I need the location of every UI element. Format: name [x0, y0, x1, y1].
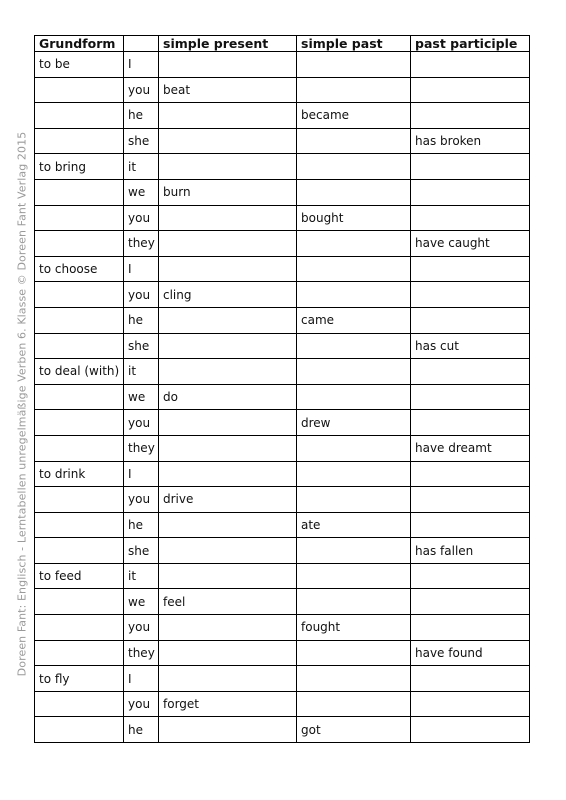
grundform-cell [35, 615, 124, 641]
table-row [35, 717, 530, 743]
simple-past-cell [297, 666, 411, 692]
pronoun-cell: we [124, 384, 159, 410]
grundform-cell [35, 179, 124, 205]
pronoun-cell: she [124, 538, 159, 564]
simple-present-cell [159, 563, 297, 589]
grundform-cell: to drink [35, 461, 124, 487]
simple-past-cell: got [297, 717, 411, 743]
simple-past-cell [297, 77, 411, 103]
table-row [35, 666, 530, 692]
simple-present-cell [159, 154, 297, 180]
past-participle-cell: has fallen [411, 538, 530, 564]
past-participle-cell [411, 410, 530, 436]
header-pronoun [124, 36, 159, 52]
past-participle-cell: have found [411, 640, 530, 666]
past-participle-cell [411, 154, 530, 180]
pronoun-cell: they [124, 640, 159, 666]
header-row [35, 36, 530, 52]
grundform-cell: to choose [35, 256, 124, 282]
past-participle-cell [411, 666, 530, 692]
simple-present-cell [159, 359, 297, 385]
simple-present-cell [159, 307, 297, 333]
simple-present-cell [159, 205, 297, 231]
simple-past-cell [297, 52, 411, 78]
table-row [35, 461, 530, 487]
pronoun-cell: he [124, 307, 159, 333]
simple-past-cell: ate [297, 512, 411, 538]
grundform-cell [35, 487, 124, 513]
simple-past-cell [297, 359, 411, 385]
simple-past-cell: bought [297, 205, 411, 231]
pronoun-cell: he [124, 717, 159, 743]
past-participle-cell [411, 487, 530, 513]
past-participle-cell [411, 256, 530, 282]
simple-present-cell [159, 717, 297, 743]
pronoun-cell: we [124, 179, 159, 205]
grundform-cell: to fly [35, 666, 124, 692]
past-participle-cell [411, 359, 530, 385]
grundform-cell [35, 128, 124, 154]
verb-table [34, 35, 530, 743]
simple-past-cell: became [297, 103, 411, 129]
past-participle-cell [411, 461, 530, 487]
simple-present-cell [159, 666, 297, 692]
past-participle-cell [411, 103, 530, 129]
table-row [35, 256, 530, 282]
simple-past-cell [297, 154, 411, 180]
simple-past-cell [297, 384, 411, 410]
grundform-cell: to deal (with) [35, 359, 124, 385]
pronoun-cell: you [124, 691, 159, 717]
simple-past-cell [297, 179, 411, 205]
pronoun-cell: they [124, 231, 159, 257]
simple-past-cell [297, 282, 411, 308]
past-participle-cell [411, 512, 530, 538]
table-row [35, 52, 530, 78]
table-row [35, 384, 530, 410]
table-row [35, 333, 530, 359]
pronoun-cell: it [124, 563, 159, 589]
simple-present-cell [159, 512, 297, 538]
simple-present-cell: do [159, 384, 297, 410]
simple-present-cell [159, 52, 297, 78]
table-row [35, 128, 530, 154]
simple-past-cell: drew [297, 410, 411, 436]
simple-present-cell [159, 538, 297, 564]
pronoun-cell: you [124, 410, 159, 436]
simple-present-cell [159, 640, 297, 666]
simple-past-cell [297, 256, 411, 282]
pronoun-cell: you [124, 205, 159, 231]
pronoun-cell: he [124, 512, 159, 538]
table-row [35, 307, 530, 333]
table-row [35, 487, 530, 513]
grundform-cell [35, 282, 124, 308]
past-participle-cell [411, 717, 530, 743]
simple-present-cell: burn [159, 179, 297, 205]
pronoun-cell: she [124, 128, 159, 154]
table-row [35, 563, 530, 589]
table-row [35, 77, 530, 103]
grundform-cell: to feed [35, 563, 124, 589]
simple-present-cell [159, 410, 297, 436]
grundform-cell [35, 410, 124, 436]
simple-present-cell [159, 128, 297, 154]
table-row [35, 512, 530, 538]
simple-past-cell [297, 538, 411, 564]
past-participle-cell [411, 282, 530, 308]
simple-past-cell: fought [297, 615, 411, 641]
simple-past-cell [297, 563, 411, 589]
pronoun-cell: I [124, 461, 159, 487]
grundform-cell [35, 589, 124, 615]
past-participle-cell [411, 615, 530, 641]
simple-present-cell [159, 461, 297, 487]
copyright-note: Doreen Fant: Englisch - Lerntabellen unregelmäßige Verben 6. Klasse © Doreen Fant Verlag 2015 [15, 131, 29, 677]
past-participle-cell: have caught [411, 231, 530, 257]
header-simple-present: simple present [159, 36, 297, 52]
header-grundform: Grundform [35, 36, 124, 52]
grundform-cell [35, 307, 124, 333]
table-row [35, 691, 530, 717]
table-row [35, 410, 530, 436]
past-participle-cell [411, 307, 530, 333]
grundform-cell [35, 717, 124, 743]
pronoun-cell: it [124, 154, 159, 180]
simple-past-cell [297, 231, 411, 257]
table-row [35, 179, 530, 205]
grundform-cell [35, 691, 124, 717]
pronoun-cell: I [124, 666, 159, 692]
grundform-cell [35, 640, 124, 666]
past-participle-cell [411, 589, 530, 615]
pronoun-cell: you [124, 282, 159, 308]
simple-past-cell [297, 640, 411, 666]
pronoun-cell: I [124, 52, 159, 78]
pronoun-cell: it [124, 359, 159, 385]
pronoun-cell: they [124, 435, 159, 461]
pronoun-cell: he [124, 103, 159, 129]
simple-present-cell [159, 256, 297, 282]
pronoun-cell: you [124, 615, 159, 641]
pronoun-cell: she [124, 333, 159, 359]
pronoun-cell: I [124, 256, 159, 282]
table-row [35, 282, 530, 308]
grundform-cell [35, 384, 124, 410]
table-row [35, 205, 530, 231]
grundform-cell [35, 231, 124, 257]
past-participle-cell [411, 52, 530, 78]
grundform-cell: to be [35, 52, 124, 78]
table-row [35, 589, 530, 615]
past-participle-cell [411, 384, 530, 410]
simple-present-cell [159, 231, 297, 257]
table-row [35, 359, 530, 385]
past-participle-cell: have dreamt [411, 435, 530, 461]
past-participle-cell: has cut [411, 333, 530, 359]
simple-past-cell [297, 461, 411, 487]
simple-past-cell [297, 589, 411, 615]
past-participle-cell [411, 179, 530, 205]
simple-past-cell: came [297, 307, 411, 333]
past-participle-cell [411, 691, 530, 717]
table-row [35, 538, 530, 564]
table-row [35, 615, 530, 641]
simple-present-cell: cling [159, 282, 297, 308]
simple-present-cell: forget [159, 691, 297, 717]
table-row [35, 640, 530, 666]
pronoun-cell: you [124, 77, 159, 103]
pronoun-cell: we [124, 589, 159, 615]
past-participle-cell: has broken [411, 128, 530, 154]
grundform-cell [35, 103, 124, 129]
past-participle-cell [411, 563, 530, 589]
grundform-cell [35, 512, 124, 538]
table-body [35, 52, 530, 743]
simple-past-cell [297, 333, 411, 359]
simple-past-cell [297, 435, 411, 461]
grundform-cell [35, 538, 124, 564]
table-row [35, 435, 530, 461]
past-participle-cell [411, 205, 530, 231]
grundform-cell [35, 77, 124, 103]
simple-present-cell: beat [159, 77, 297, 103]
grundform-cell [35, 333, 124, 359]
simple-present-cell [159, 435, 297, 461]
simple-present-cell: feel [159, 589, 297, 615]
simple-present-cell [159, 333, 297, 359]
table-row [35, 154, 530, 180]
past-participle-cell [411, 77, 530, 103]
grundform-cell [35, 205, 124, 231]
table-row [35, 103, 530, 129]
simple-present-cell: drive [159, 487, 297, 513]
header-simple-past: simple past [297, 36, 411, 52]
table-row [35, 231, 530, 257]
simple-present-cell [159, 615, 297, 641]
simple-past-cell [297, 691, 411, 717]
simple-past-cell [297, 128, 411, 154]
simple-present-cell [159, 103, 297, 129]
pronoun-cell: you [124, 487, 159, 513]
header-past-participle: past participle [411, 36, 530, 52]
grundform-cell [35, 435, 124, 461]
simple-past-cell [297, 487, 411, 513]
grundform-cell: to bring [35, 154, 124, 180]
